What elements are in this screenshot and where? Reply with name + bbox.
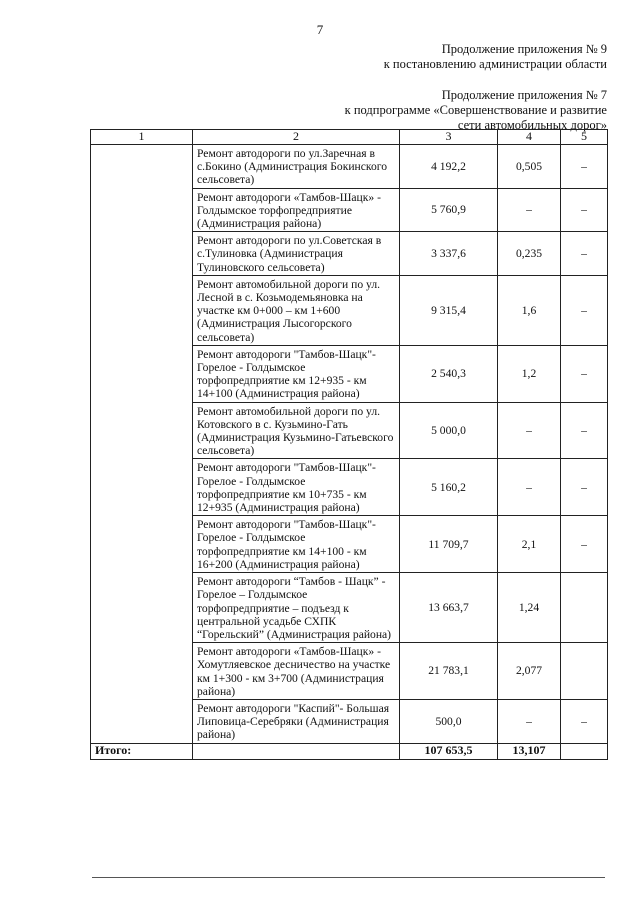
road-name-cell: Ремонт автодороги по ул.Советская в с.Тулиновка (Администрация Тулиновского сельсовета) [193, 232, 400, 276]
column-5-cell: – [561, 699, 608, 743]
column-5-cell: – [561, 345, 608, 402]
road-name-cell: Ремонт автомобильной дороги по ул. Лесной в с. Козьмодемьяновка на участке км 0+000 – км 1+600 (Администрация Лысогорского сельсовета) [193, 275, 400, 345]
total-row [91, 743, 608, 759]
length-cell: 1,2 [498, 345, 561, 402]
header-appendix-9 [384, 42, 607, 72]
column-5-cell [561, 643, 608, 700]
column-header-5: 5 [561, 130, 608, 145]
road-name-cell: Ремонт автодороги «Тамбов-Шацк» - Голдымское торфопредприятие (Администрация района) [193, 188, 400, 232]
bottom-rule [92, 877, 605, 878]
empty-cell [91, 516, 193, 573]
length-cell: 0,235 [498, 232, 561, 276]
road-name-cell: Ремонт автодороги “Тамбов - Шацк” - Горелое – Голдымское торфопредприятие – подъезд к центральной усадьбе СХПК “Горельский” (Администрация района) [193, 573, 400, 643]
empty-cell [91, 573, 193, 643]
column-5-cell: – [561, 459, 608, 516]
empty-cell [91, 188, 193, 232]
road-name-cell: Ремонт автодороги "Каспий"- Большая Липовица-Серебряки (Администрация района) [193, 699, 400, 743]
empty-cell [91, 643, 193, 700]
column-5-cell: – [561, 516, 608, 573]
table-row [91, 459, 608, 516]
amount-cell: 5 760,9 [400, 188, 498, 232]
empty-cell [91, 459, 193, 516]
column-5-cell [561, 573, 608, 643]
road-name-cell: Ремонт автодороги "Тамбов-Шацк"- Горелое - Голдымское торфопредприятие км 10+735 - км 12+935 (Администрация района) [193, 459, 400, 516]
length-cell: 2,1 [498, 516, 561, 573]
length-cell: 1,6 [498, 275, 561, 345]
table-row [91, 275, 608, 345]
road-name-cell: Ремонт автомобильной дороги по ул. Котовского в с. Кузьмино-Гать (Администрация Кузьмино-Гатьевского сельсовета) [193, 402, 400, 459]
page-number: 7 [316, 22, 324, 37]
amount-cell: 3 337,6 [400, 232, 498, 276]
empty-cell [91, 699, 193, 743]
total-empty-cell [193, 743, 400, 759]
table-row [91, 516, 608, 573]
table-row [91, 573, 608, 643]
length-cell: 2,077 [498, 643, 561, 700]
length-cell: – [498, 699, 561, 743]
road-name-cell: Ремонт автодороги «Тамбов-Шацк» - Хомутляевское десничество на участке км 1+300 - км 3+700 (Администрация района) [193, 643, 400, 700]
length-cell: – [498, 402, 561, 459]
amount-cell: 13 663,7 [400, 573, 498, 643]
header-line-4: к подпрограмме «Совершенствование и развитие [344, 103, 607, 117]
table-row [91, 402, 608, 459]
header-line-2: к постановлению администрации области [383, 57, 607, 71]
header-line-1: Продолжение приложения № 9 [441, 42, 607, 56]
column-5-cell: – [561, 402, 608, 459]
length-cell: 1,24 [498, 573, 561, 643]
amount-cell: 5 000,0 [400, 402, 498, 459]
table-row [91, 232, 608, 276]
empty-cell [91, 402, 193, 459]
road-name-cell: Ремонт автодороги "Тамбов-Шацк"- Горелое - Голдымское торфопредприятие км 14+100 - км 16+200 (Администрация района) [193, 516, 400, 573]
amount-cell: 2 540,3 [400, 345, 498, 402]
column-header-3: 3 [400, 130, 498, 145]
amount-cell: 11 709,7 [400, 516, 498, 573]
amount-cell: 4 192,2 [400, 145, 498, 189]
header-line-3: Продолжение приложения № 7 [441, 88, 607, 102]
table-row [91, 145, 608, 189]
empty-cell [91, 145, 193, 189]
amount-cell: 500,0 [400, 699, 498, 743]
column-header-1: 1 [91, 130, 193, 145]
total-label: Итого: [91, 743, 193, 759]
length-cell: – [498, 188, 561, 232]
table-row [91, 643, 608, 700]
column-5-cell: – [561, 275, 608, 345]
table-row [91, 345, 608, 402]
column-header-4: 4 [498, 130, 561, 145]
amount-cell: 9 315,4 [400, 275, 498, 345]
header-line-5: сети автомобильных дорог» [457, 118, 607, 132]
column-header-2: 2 [193, 130, 400, 145]
column-number-row [91, 130, 608, 145]
empty-cell [91, 275, 193, 345]
total-length: 13,107 [498, 743, 561, 759]
header-appendix-7 [345, 88, 607, 133]
empty-cell [91, 345, 193, 402]
column-5-cell: – [561, 188, 608, 232]
empty-cell [91, 232, 193, 276]
total-empty-cell-5 [561, 743, 608, 759]
table-row [91, 699, 608, 743]
length-cell: 0,505 [498, 145, 561, 189]
roads-table [90, 129, 608, 760]
road-name-cell: Ремонт автодороги "Тамбов-Шацк"- Горелое - Голдымское торфопредприятие км 12+935 - км 14+100 (Администрация района) [193, 345, 400, 402]
amount-cell: 5 160,2 [400, 459, 498, 516]
table-row [91, 188, 608, 232]
column-5-cell: – [561, 232, 608, 276]
column-5-cell: – [561, 145, 608, 189]
road-name-cell: Ремонт автодороги по ул.Заречная в с.Бокино (Администрация Бокинского сельсовета) [193, 145, 400, 189]
length-cell: – [498, 459, 561, 516]
total-amount: 107 653,5 [400, 743, 498, 759]
amount-cell: 21 783,1 [400, 643, 498, 700]
